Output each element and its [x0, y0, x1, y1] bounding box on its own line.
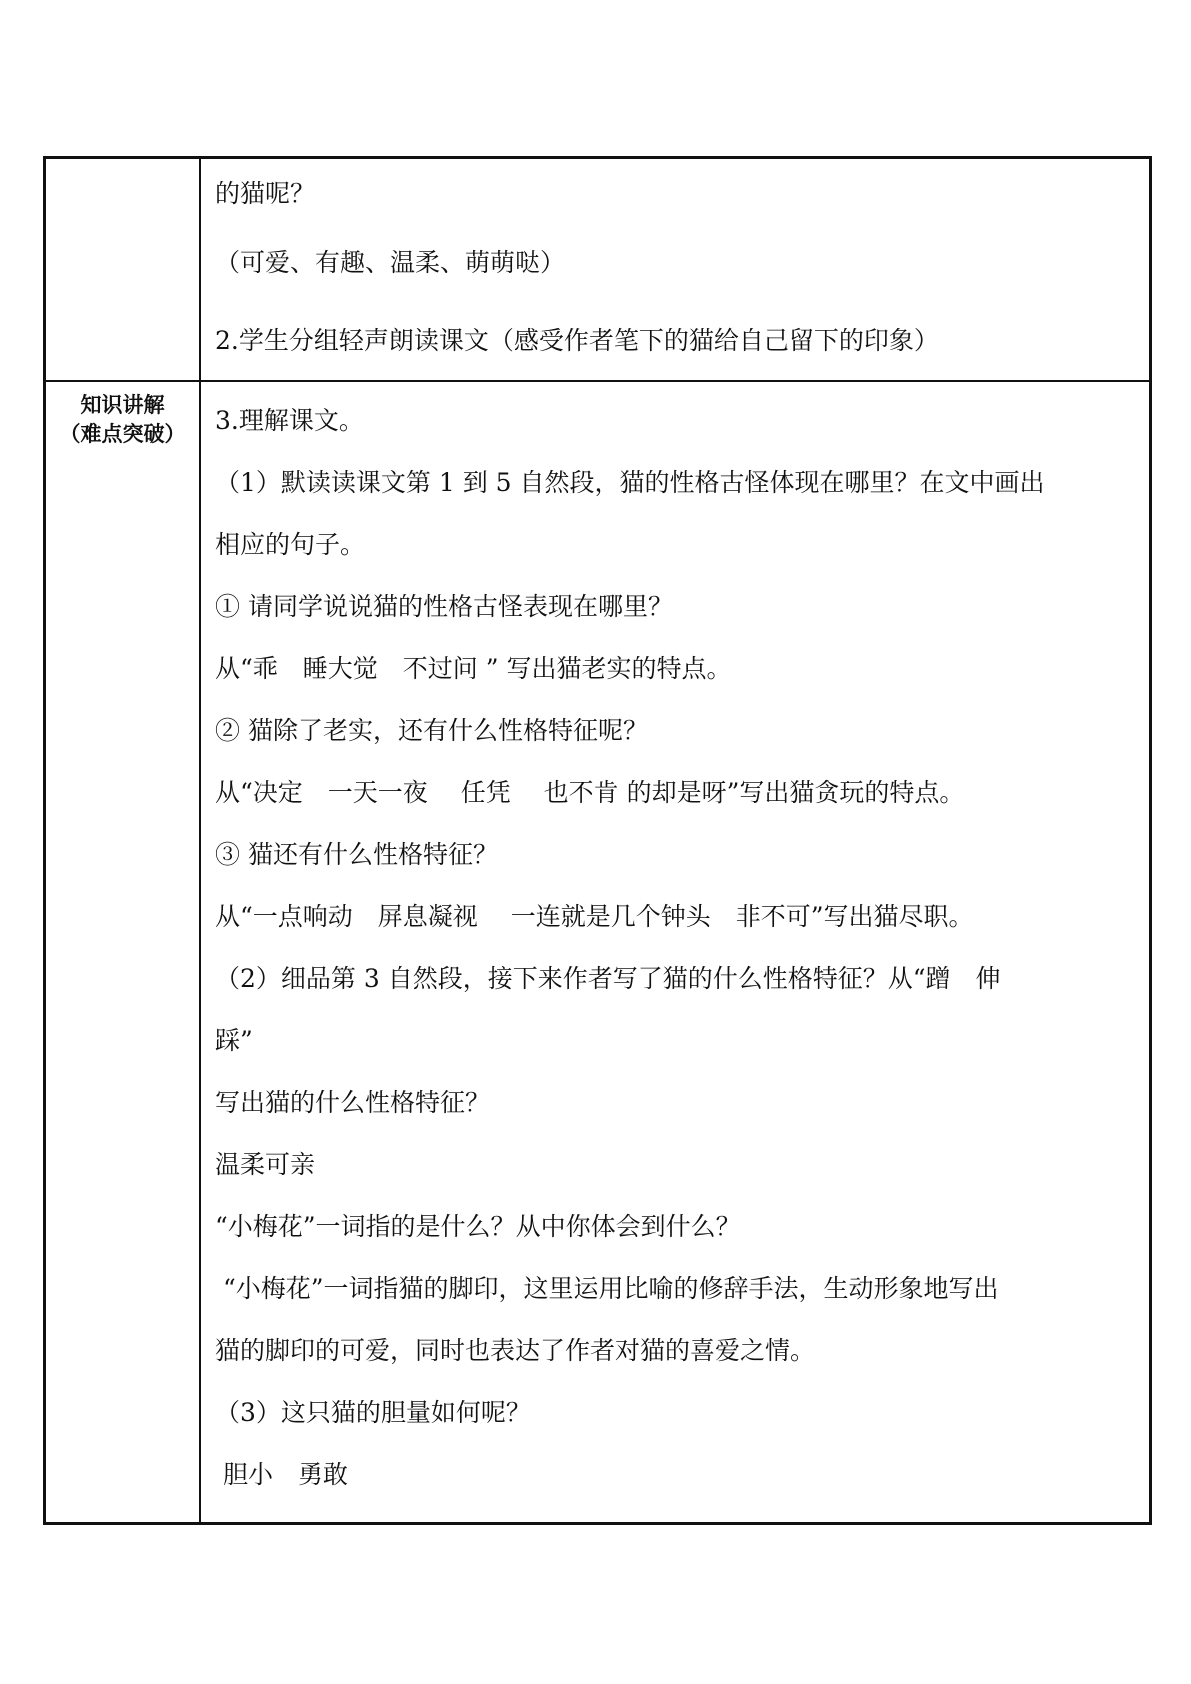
section-sublabel: （难点突破）: [59, 422, 186, 446]
content-line: 写出猫的什么性格特征？: [215, 1088, 491, 1117]
content-line: 的猫呢？: [215, 179, 316, 208]
content-line: “小梅花”一词指的是什么？从中你体会到什么？: [215, 1212, 741, 1241]
content-line: 2.学生分组轻声朗读课文（感受作者笔下的猫给自己留下的印象）: [215, 326, 939, 355]
content-line: （1）默读读课文第 1 到 5 自然段，猫的性格古怪体现在哪里？在文中画出: [215, 468, 1045, 497]
row-label-cell: [45, 381, 201, 1524]
content-line: （2）细品第 3 自然段，接下来作者写了猫的什么性格特征？从“蹭 伸: [215, 964, 1001, 993]
content-line: 猫的脚印的可爱，同时也表达了作者对猫的喜爱之情。: [215, 1336, 816, 1365]
content-line: ① 请同学说说猫的性格古怪表现在哪里？: [215, 592, 673, 621]
section-label: 知识讲解: [80, 393, 165, 417]
content-line: （可爱、有趣、温柔、萌萌哒）: [215, 248, 566, 277]
content-line: ② 猫除了老实，还有什么性格特征呢？: [215, 716, 648, 745]
content-line: ③ 猫还有什么性格特征？: [215, 840, 498, 869]
row-content: [201, 159, 1149, 380]
content-line: 胆小 勇敢: [215, 1460, 348, 1489]
lesson-plan-table: [43, 156, 1152, 1525]
content-line: 从“一点响动 屏息凝视 一连就是几个钟头 非不可”写出猫尽职。: [215, 902, 974, 931]
content-line: 从“决定 一天一夜 任凭 也不肯 的却是呀”写出猫贪玩的特点。: [215, 778, 965, 807]
content-line: “小梅花”一词指猫的脚印，这里运用比喻的修辞手法，生动形象地写出: [215, 1274, 999, 1303]
row-content: [201, 382, 1149, 1506]
table-row: [45, 158, 1151, 382]
content-line: （3）这只猫的胆量如何呢？: [215, 1398, 531, 1427]
content-line: 温柔可亲: [215, 1150, 316, 1179]
content-line: 从“乖 睡大觉 不过问 ” 写出猫老实的特点。: [215, 654, 732, 683]
content-line: 3.理解课文。: [215, 406, 364, 435]
row-content-cell: [200, 381, 1151, 1524]
content-line: 相应的句子。: [215, 530, 366, 559]
row-label-cell: [45, 158, 201, 382]
table-row: [45, 381, 1151, 1524]
row-content-cell: [200, 158, 1151, 382]
content-line: 踩”: [215, 1026, 253, 1055]
